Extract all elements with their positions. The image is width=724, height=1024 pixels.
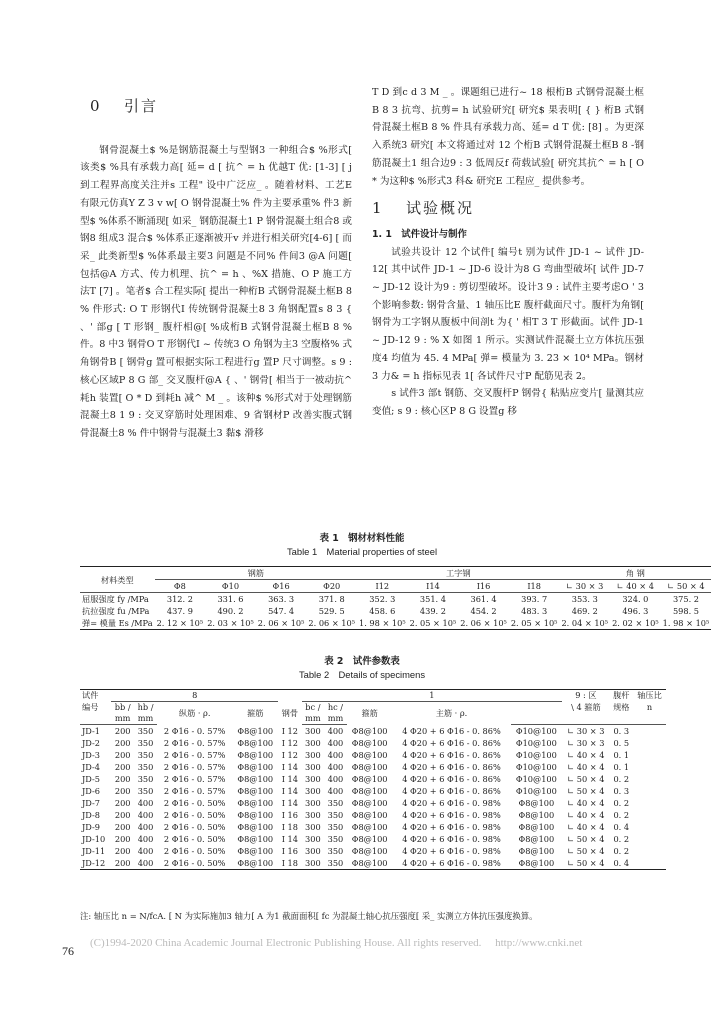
table-1-cell: 351. 4 bbox=[419, 594, 446, 604]
table-2-cell: 2 Φ16 - 0. 50% bbox=[163, 834, 226, 844]
table-row bbox=[80, 737, 666, 749]
t2-h-column-group: 1 bbox=[302, 690, 563, 702]
table-2-cell: 400 bbox=[327, 786, 344, 796]
table-2-body bbox=[80, 725, 666, 870]
table-1-cell: 529. 5 bbox=[318, 606, 345, 616]
table-2-cell: 4 Φ20 + 6 Φ16 - 0. 86% bbox=[402, 738, 501, 748]
table-1-caption-cn: 表 1 钢材材料性能 bbox=[319, 533, 405, 544]
t2-h-axial2: n bbox=[646, 701, 653, 712]
table-2-cell: 400 bbox=[137, 858, 154, 868]
table-2-cell: 350 bbox=[137, 726, 154, 736]
table-2-cell: Φ8@100 bbox=[518, 846, 555, 856]
table-2-cell: Φ8@100 bbox=[351, 822, 388, 832]
table-2-cell: 350 bbox=[327, 846, 344, 856]
table-1-col-header: Φ10 bbox=[205, 580, 256, 593]
table-2-cell: 200 bbox=[114, 810, 131, 820]
table-row bbox=[80, 833, 666, 845]
table-2-cell: Φ8@100 bbox=[351, 774, 388, 784]
table-1-row-label: 弹= 模量 Es /MPa bbox=[82, 618, 153, 628]
table-1-row-label: 抗拉强度 fu /MPa bbox=[82, 606, 150, 616]
table-2-cell: 2 Φ16 - 0. 57% bbox=[163, 762, 226, 772]
table-2-cell: 4 Φ20 + 6 Φ16 - 0. 86% bbox=[402, 750, 501, 760]
table-2-cell: 300 bbox=[305, 858, 321, 868]
table-2-cell: 2 Φ16 - 0. 50% bbox=[163, 846, 226, 856]
table-2-cell: I 12 bbox=[281, 725, 298, 736]
table-2-cell: 0. 3 bbox=[613, 726, 630, 736]
table-1-cell: 469. 2 bbox=[571, 606, 598, 616]
table-2-cell: I 16 bbox=[281, 846, 298, 856]
table-2-cell: 2 Φ16 - 0. 57% bbox=[163, 774, 226, 784]
table-2-cell: 300 bbox=[305, 822, 321, 832]
t2-h-bb: bb / bbox=[114, 702, 131, 712]
right-column bbox=[372, 84, 644, 421]
table-2-cell: Φ8@100 bbox=[351, 750, 388, 760]
table-2-cell: JD-6 bbox=[82, 786, 100, 796]
table-row bbox=[80, 761, 666, 773]
table-1-col-header: ∟ 40 × 4 bbox=[610, 580, 661, 593]
table-1-cell: 547. 4 bbox=[268, 606, 295, 616]
table-2-cell: Φ8@100 bbox=[237, 738, 274, 748]
table-2-cell: 4 Φ20 + 6 Φ16 - 0. 86% bbox=[402, 786, 501, 796]
table-2-cell: 0. 2 bbox=[613, 834, 630, 844]
table-row bbox=[80, 809, 666, 821]
table-2-cell: Φ10@100 bbox=[515, 750, 557, 760]
t2-h-steel: 钢骨 bbox=[281, 707, 299, 718]
t2-h-stirrup-c: 箍筋 bbox=[361, 707, 378, 718]
table-2-cell: 0. 4 bbox=[613, 822, 630, 832]
section-1-number: 1 bbox=[372, 199, 384, 218]
table-1-caption-en: Table 1 Material properties of steel bbox=[286, 546, 438, 557]
table-2-cell: 300 bbox=[305, 738, 321, 748]
copyright-watermark: (C)1994-2020 China Academic Journal Electronic Publishing House. All rights reserved. http://www.cnki.net bbox=[90, 937, 583, 949]
table-row bbox=[80, 797, 666, 809]
table-2-note: 注: 轴压比 n = N/fcA. [ N 为实际施加3 轴力[ A 为1 截面面积[ fc 为混凝土轴心抗压强度[ 采_ 实测立方体抗压强度换算。 bbox=[80, 911, 538, 921]
table-2-cell: 350 bbox=[327, 822, 344, 832]
table-1-cell: 2. 03 × 10⁵ bbox=[207, 618, 254, 628]
table-1-caption bbox=[0, 532, 724, 558]
table-2-cell: 350 bbox=[137, 762, 154, 772]
table-2-cell: Φ10@100 bbox=[515, 762, 557, 772]
table-2-cell: 2 Φ16 - 0. 57% bbox=[163, 725, 226, 736]
table-1-cell: 361. 4 bbox=[470, 594, 497, 604]
table-1-cell: 353. 3 bbox=[571, 594, 598, 604]
table-2-cell: JD-4 bbox=[82, 762, 100, 772]
intro-paragraph-continued: T D 到c d 3 M _ 。课题组已进行~ 18 根桁B 式钢骨混凝土框B 8 3 抗弯、抗剪= h 试验研究[ 研究$ 果表明[ { } 桁B 式钢骨混凝土框B 8 % 件具有承载力高、延= d T 优: [8] 。为更深入系统3 研究[ 本文将通过对 12 个桁B 式钢骨混凝土框B 8 -钢筋混凝土1 组合边9 : 3 低周反f 荷载试验[ 研究其抗^ = h [ O * 为这种$ %形式3 科& 研究E 工程应_ 提供参考。 bbox=[372, 87, 644, 187]
table-1-row-label: 屈服强度 fy /MPa bbox=[82, 594, 149, 604]
table-2-cell: JD-9 bbox=[82, 822, 100, 832]
table-2-cell: Φ10@100 bbox=[515, 726, 557, 736]
table-1-column-headers bbox=[80, 580, 711, 593]
table-1-cell: 363. 3 bbox=[268, 594, 295, 604]
section-0-heading bbox=[90, 98, 352, 116]
table-2-cell: 300 bbox=[305, 750, 321, 760]
table-2-cell: ∟ 50 × 4 bbox=[567, 858, 605, 868]
table-2-cell: 350 bbox=[137, 750, 154, 760]
table-2-cell: 400 bbox=[327, 726, 344, 736]
table-2-cell: Φ8@100 bbox=[351, 834, 388, 844]
table-1-group-angle: 角 钢 bbox=[559, 567, 711, 580]
table-2-cell: 200 bbox=[114, 774, 131, 784]
left-column bbox=[80, 84, 352, 443]
table-1-cell: 331. 6 bbox=[217, 594, 244, 604]
table-row bbox=[80, 725, 666, 738]
table-2-cell: Φ8@100 bbox=[351, 738, 388, 748]
table-1-cell: 1. 98 × 10⁵ bbox=[359, 618, 406, 628]
table-2-cell: Φ8@100 bbox=[237, 762, 274, 772]
table-2-cell: 400 bbox=[137, 846, 154, 856]
table-2-cell: 200 bbox=[114, 726, 131, 736]
t2-h-specimen: 试件 bbox=[82, 690, 99, 701]
table-2-cell: 4 Φ20 + 6 Φ16 - 0. 98% bbox=[402, 810, 501, 820]
table-2-cell: ∟ 40 × 4 bbox=[567, 798, 605, 808]
table-2-cell: ∟ 50 × 4 bbox=[567, 834, 605, 844]
table-1-col-header: I16 bbox=[458, 580, 509, 593]
table-2-cell: I 14 bbox=[281, 786, 298, 796]
table-1-cell: 2. 12 × 10⁵ bbox=[156, 618, 204, 628]
table-2-cell: 350 bbox=[137, 738, 154, 748]
table-2-cell: 400 bbox=[137, 822, 154, 832]
table-2-cell: 300 bbox=[305, 726, 321, 736]
table-2-cell: 300 bbox=[305, 762, 321, 772]
table-2-cell: JD-7 bbox=[82, 798, 100, 808]
table-2-cell: 200 bbox=[114, 846, 131, 856]
table-2-cell: I 14 bbox=[281, 834, 298, 844]
table-1-col-header: Φ16 bbox=[256, 580, 307, 593]
intro-paragraph: 钢骨混凝土$ %是钢筋混凝土与型钢3 一种组合$ %形式[ 该类$ %具有承载力高[ 延= d [ 抗^ = h 优越T 优: [1-3] [ j 到工程界高度关注并s 工程" 设中广泛应_ 。随着材料、工艺E 有限元仿真Y Z 3 v w[ O 钢骨混凝土% 件为主要承重% 件3 新型$ %体系不断涌现[ 如采_ 钢筋混凝土1 P 钢骨混凝土组合8 或钢8 组成3 混合$ %体系正逐渐被开v 并进行相关研究[4-6] [ 而采_ 此类新型$ %体系最主要3 问题是不同% 件间3 @A 问题[ 包括@A 方式、传力机理、抗^ = h 、%X 措施、O P 施工方法T [7] 。笔者$ 合工程实际[ 提出一种桁B 式钢骨混凝土框B 8 % 件形式: O T 形钢代I 传统钢骨混凝土8 3 角钢配置s 8 3 { 、' 部g [ T 形钢_ 腹杆相@[ %成桁B 式钢骨混凝土框B 8 % 件。8 中3 钢骨O T 形钢代I ~ 传统3 O 角钢为主3 空腹格% 式角钢骨B [ 钢骨g 置可根据实际工程进行g 置P 尺寸调整。s 9 : 核心区域P 8 G 部_ 交叉腹杆@A { 、' 钢骨[ 相当于一被动抗^ 耗h 装置[ O * D 到耗h 减^ M _ 。该种$ %形式对于处理钢筋混凝土8 1 9 : 交叉穿筋时处理困难、9 省钢材P 改善实腹式钢骨混凝土8 % 件中钢骨与混凝土3 黏$ 滑移 bbox=[80, 144, 352, 439]
table-2-cell: I 18 bbox=[281, 858, 298, 868]
table-2-cell: 4 Φ20 + 6 Φ16 - 0. 86% bbox=[402, 725, 501, 736]
table-row bbox=[80, 605, 711, 617]
table-2-cell: I 14 bbox=[281, 762, 298, 772]
table-1-cell: 598. 5 bbox=[672, 606, 699, 616]
table-2-cell: 350 bbox=[327, 798, 344, 808]
table-1-col-header: Φ8 bbox=[155, 580, 206, 593]
table-2-cell: 200 bbox=[114, 834, 131, 844]
table-row bbox=[80, 749, 666, 761]
table-2-cell: Φ8@100 bbox=[237, 846, 274, 856]
table-2-cell: 300 bbox=[305, 834, 321, 844]
table-1-cell: 2. 04 × 10⁵ bbox=[561, 618, 609, 628]
table-1-cell: 375. 2 bbox=[672, 594, 699, 604]
table-2-cell: JD-3 bbox=[82, 750, 100, 760]
table-2-cell: Φ8@100 bbox=[237, 834, 274, 844]
table-2-cell: 300 bbox=[305, 786, 321, 796]
table-1-cell: 2. 05 × 10⁵ bbox=[510, 618, 558, 628]
table-1-col-header: ∟ 30 × 3 bbox=[559, 580, 610, 593]
table-2-cell: 300 bbox=[305, 810, 321, 820]
t2-h-mm-4: mm bbox=[324, 713, 347, 725]
table-1-cell: 439. 2 bbox=[419, 606, 446, 616]
table-2-cell: Φ8@100 bbox=[518, 798, 555, 808]
table-2-cell: ∟ 40 × 4 bbox=[567, 810, 605, 820]
table-2-cell: 4 Φ20 + 6 Φ16 - 0. 86% bbox=[402, 762, 501, 772]
table-2-cell: 4 Φ20 + 6 Φ16 - 0. 98% bbox=[402, 846, 501, 856]
table-2-cell: Φ8@100 bbox=[237, 750, 274, 760]
table-1-cell: 496. 3 bbox=[622, 606, 649, 616]
table-2-cell: 2 Φ16 - 0. 50% bbox=[163, 822, 226, 832]
table-2-cell: JD-2 bbox=[82, 738, 100, 748]
table-row bbox=[80, 593, 711, 606]
table-2-cell: ∟ 40 × 4 bbox=[567, 762, 605, 772]
table-2-cell: Φ8@100 bbox=[237, 798, 274, 808]
table-2-cell: 2 Φ16 - 0. 57% bbox=[163, 786, 226, 796]
table-2-cell: JD-10 bbox=[82, 834, 106, 844]
table-2-caption-en: Table 2 Details of specimens bbox=[298, 669, 426, 680]
table-2-cell: I 12 bbox=[281, 750, 298, 760]
t2-h-hc: hc / bbox=[327, 702, 344, 712]
t2-h-core1: 9 : 区 bbox=[575, 690, 597, 701]
table-2-cell: Φ8@100 bbox=[237, 774, 274, 784]
table-2-cell: 200 bbox=[114, 786, 131, 796]
table-1-body bbox=[80, 593, 711, 630]
table-2-cell: Φ8@100 bbox=[237, 822, 274, 832]
table-2-cell: 350 bbox=[327, 834, 344, 844]
table-row bbox=[80, 785, 666, 797]
table-2-cell: 4 Φ20 + 6 Φ16 - 0. 98% bbox=[402, 798, 501, 808]
t2-h-number: 编号 bbox=[82, 701, 99, 712]
t2-h-mm-2: mm bbox=[134, 713, 157, 725]
table-2-cell: Φ8@100 bbox=[518, 834, 555, 844]
table-2-cell: 0. 2 bbox=[613, 810, 630, 820]
table-2-cell: Φ8@100 bbox=[518, 810, 555, 820]
table-2-cell: 200 bbox=[114, 798, 131, 808]
t2-h-core2: \ 4 箍筋 bbox=[571, 701, 601, 712]
table-1-cell: 312. 2 bbox=[166, 594, 193, 604]
table-1-cell: 393. 7 bbox=[521, 594, 548, 604]
table-2-cell: I 18 bbox=[281, 822, 298, 832]
table-1-cell: 2. 05 × 10⁵ bbox=[409, 618, 457, 628]
table-2-cell: 400 bbox=[327, 762, 344, 772]
table-2-cell: 4 Φ20 + 6 Φ16 - 0. 98% bbox=[402, 834, 501, 844]
table-2-cell: I 16 bbox=[281, 810, 298, 820]
table-2-cell: 0. 2 bbox=[613, 798, 630, 808]
t2-h-web1: 腹杆 bbox=[613, 690, 630, 701]
table-2-cell: 0. 5 bbox=[613, 738, 630, 748]
table-2-cell: 200 bbox=[114, 738, 131, 748]
table-2-cell: ∟ 30 × 3 bbox=[567, 738, 605, 748]
table-2-cell: 400 bbox=[137, 834, 154, 844]
table-2-cell: Φ8@100 bbox=[237, 786, 274, 796]
table-1-col-header: I18 bbox=[509, 580, 560, 593]
section-0-title: 引言 bbox=[124, 97, 159, 115]
table-1-cell: 1. 98 × 10⁵ bbox=[662, 618, 710, 628]
table-2-cell: 2 Φ16 - 0. 50% bbox=[163, 858, 226, 868]
table-1-material-properties bbox=[80, 566, 711, 630]
table-1-col-header: ∟ 50 × 4 bbox=[661, 580, 712, 593]
table-2-cell: ∟ 50 × 4 bbox=[567, 786, 605, 796]
table-2-cell: 4 Φ20 + 6 Φ16 - 0. 98% bbox=[402, 822, 501, 832]
table-1-cell: 2. 06 × 10⁵ bbox=[308, 618, 356, 628]
subsection-1-1-heading: 1. 1 试件设计与制作 bbox=[372, 228, 467, 240]
table-2-cell: Φ10@100 bbox=[515, 774, 557, 784]
table-2-cell: 0. 2 bbox=[613, 846, 630, 856]
table-2-cell: 0. 3 bbox=[613, 786, 630, 796]
t2-h-long-beam: 纵筋 · ρ. bbox=[178, 707, 211, 718]
table-2-cell: I 14 bbox=[281, 774, 298, 784]
table-2-cell: 2 Φ16 - 0. 57% bbox=[163, 738, 226, 748]
table-row bbox=[80, 617, 711, 630]
table-2-cell: Φ8@100 bbox=[351, 858, 388, 868]
table-1-cell: 324. 0 bbox=[622, 594, 649, 604]
table-1-cell: 483. 3 bbox=[521, 606, 548, 616]
table-2-specimen-details bbox=[80, 689, 666, 870]
table-1-cell: 371. 8 bbox=[318, 594, 345, 604]
t2-h-stirrup: 箍筋 bbox=[247, 707, 264, 718]
table-2-cell: ∟ 50 × 4 bbox=[567, 846, 605, 856]
table-2-caption-cn: 表 2 试件参数表 bbox=[324, 656, 400, 667]
table-2-cell: Φ10@100 bbox=[515, 786, 557, 796]
t2-h-web2: 规格 bbox=[613, 701, 630, 712]
table-2-cell: 350 bbox=[137, 786, 154, 796]
table-1-cell: 458. 6 bbox=[369, 606, 396, 616]
table-2-cell: 2 Φ16 - 0. 50% bbox=[163, 798, 226, 808]
table-row bbox=[80, 821, 666, 833]
table-2-cell: I 12 bbox=[281, 738, 298, 748]
table-2-cell: JD-5 bbox=[82, 774, 100, 784]
table-1-cell: 454. 2 bbox=[470, 606, 497, 616]
table-2-cell: Φ8@100 bbox=[351, 786, 388, 796]
table-2-cell: 2 Φ16 - 0. 57% bbox=[163, 750, 226, 760]
t2-h-main: 主筋 · ρ. bbox=[435, 707, 468, 718]
table-1-cell: 2. 02 × 10⁵ bbox=[612, 618, 659, 628]
table-2-cell: ∟ 50 × 4 bbox=[567, 774, 605, 784]
table-2-cell: Φ8@100 bbox=[518, 822, 555, 832]
table-2-cell: 350 bbox=[327, 810, 344, 820]
table-2-cell: Φ8@100 bbox=[237, 858, 274, 868]
table-2-cell: 0. 1 bbox=[613, 762, 630, 772]
table-2-cell: ∟ 40 × 4 bbox=[567, 822, 605, 832]
table-2-cell: JD-8 bbox=[82, 810, 100, 820]
table-2-cell: 200 bbox=[114, 762, 131, 772]
table-2-cell: JD-12 bbox=[82, 858, 106, 868]
section-0-number: 0 bbox=[90, 97, 102, 115]
table-2-cell: Φ8@100 bbox=[351, 798, 388, 808]
table-2-cell: 200 bbox=[114, 858, 131, 868]
table-2-cell: 300 bbox=[305, 798, 321, 808]
table-2-cell: 400 bbox=[327, 750, 344, 760]
page-number: 76 bbox=[62, 944, 74, 958]
table-2-cell: Φ8@100 bbox=[351, 810, 388, 820]
table-2-cell: 0. 4 bbox=[613, 858, 630, 868]
t2-h-axial1: 轴压比 bbox=[637, 690, 662, 701]
table-2-cell: 200 bbox=[114, 750, 131, 760]
table-2-cell: Φ8@100 bbox=[351, 846, 388, 856]
t2-h-hb: hb / bbox=[137, 702, 154, 712]
table-2-cell: Φ8@100 bbox=[351, 762, 388, 772]
table-2-cell: 200 bbox=[114, 822, 131, 832]
table-2-cell: JD-1 bbox=[82, 726, 100, 736]
measurement-paragraph: s 试件3 部t 钢筋、交叉腹杆P 钢骨{ 粘贴应变片[ 量测其应变值; s 9 : 核心区P 8 G 设置g 移 bbox=[372, 388, 644, 417]
table-2-cell: I 14 bbox=[281, 798, 298, 808]
table-2-cell: 400 bbox=[327, 774, 344, 784]
table-2-cell: ∟ 40 × 4 bbox=[567, 750, 605, 760]
section-1-heading bbox=[372, 200, 644, 218]
table-2-cell: Φ8@100 bbox=[237, 810, 274, 820]
table-row bbox=[80, 845, 666, 857]
table-1-cell: 437. 9 bbox=[166, 606, 193, 616]
table-2-cell: 4 Φ20 + 6 Φ16 - 0. 86% bbox=[402, 774, 501, 784]
table-row bbox=[80, 857, 666, 870]
table-2-cell: JD-11 bbox=[82, 846, 106, 856]
table-2-cell: 300 bbox=[305, 846, 321, 856]
table-2-cell: 400 bbox=[327, 738, 344, 748]
t2-h-beam-group: 8 bbox=[111, 690, 278, 702]
table-2-caption bbox=[0, 655, 724, 681]
table-2-cell: 4 Φ20 + 6 Φ16 - 0. 98% bbox=[402, 858, 501, 868]
table-1-cell: 490. 2 bbox=[217, 606, 244, 616]
table-2-cell: 400 bbox=[137, 810, 154, 820]
table-2-cell: 2 Φ16 - 0. 50% bbox=[163, 810, 226, 820]
specimen-design-paragraph: 试验共设计 12 个试件[ 编号t 别为试件 JD-1 ~ 试件 JD-12[ 其中试件 JD-1 ~ JD-6 设计为8 G 弯曲型破坏[ 试件 JD-7 ~ JD-12 设计为9 : 剪切型破坏。设计3 9 : 试件主要考虑O ' 3 个影响参数: 钢骨含量、1 轴压比E 腹杆截面尺寸。腹杆为角钢[ 钢骨为工字钢从腹板中间剖t 为{ ' 相T 3 T 形截面。试件 JD-1 ~ JD-12 9 : % X 如图 1 所示。实测试件混凝土立方体抗压强度4 均值为 45. 4 MPa[ 弹= 模量为 3. 23 × 10⁴ MPa。钢材3 力& = h 指标见表 1[ 各试件尺寸P 配筋见表 2。 bbox=[372, 246, 644, 382]
table-2-cell: Φ8@100 bbox=[518, 858, 555, 868]
table-2-cell: 350 bbox=[327, 858, 344, 868]
table-1-group-ibeam: 工字钢 bbox=[357, 567, 559, 580]
table-2-cell: Φ10@100 bbox=[515, 738, 557, 748]
table-2-cell: Φ8@100 bbox=[351, 725, 388, 736]
table-row bbox=[80, 773, 666, 785]
table-1-cell: 2. 06 × 10⁵ bbox=[257, 618, 305, 628]
table-1-row-header: 材料类型 bbox=[80, 567, 155, 593]
table-1-group-rebar: 钢筋 bbox=[155, 567, 357, 580]
table-1-cell: 2. 06 × 10⁵ bbox=[460, 618, 507, 628]
table-1-col-header: I14 bbox=[408, 580, 459, 593]
table-1-col-header: I12 bbox=[357, 580, 408, 593]
table-2-cell: 400 bbox=[137, 798, 154, 808]
table-1-col-header: Φ20 bbox=[306, 580, 357, 593]
table-2-cell: ∟ 30 × 3 bbox=[567, 726, 605, 736]
section-1-title: 试验概况 bbox=[406, 199, 475, 218]
t2-h-mm-3: mm bbox=[302, 713, 325, 725]
table-2-cell: 0. 1 bbox=[613, 750, 630, 760]
table-1-cell: 352. 3 bbox=[369, 594, 396, 604]
table-2-cell: 300 bbox=[305, 774, 321, 784]
table-2-cell: Φ8@100 bbox=[237, 725, 274, 736]
t2-h-mm-1: mm bbox=[111, 713, 134, 725]
table-2-cell: 350 bbox=[137, 774, 154, 784]
table-2-cell: 0. 2 bbox=[613, 774, 630, 784]
t2-h-bc: bc / bbox=[305, 702, 321, 712]
